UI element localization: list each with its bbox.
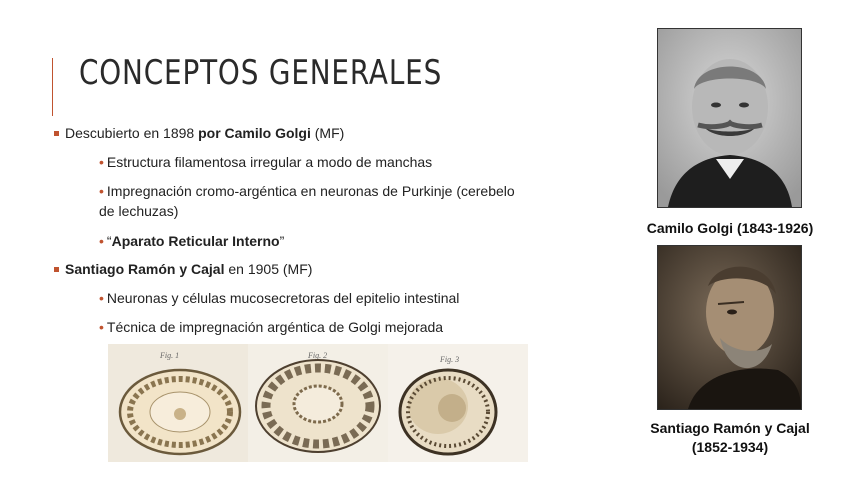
- bullet-neurons: • Neuronas y células mucosecretoras del epitelio intestinal: [99, 290, 460, 306]
- bullet-cajal: Santiago Ramón y Cajal en 1905 (MF): [54, 260, 312, 278]
- cajal-caption-years: (1852-1934): [691, 439, 769, 455]
- golgi-caption: Camilo Golgi (1843-1926): [646, 220, 814, 236]
- cajal-portrait: [657, 245, 802, 410]
- golgi-portrait: [657, 28, 802, 208]
- cell-drawing-1: [120, 370, 240, 454]
- square-bullet-icon: [54, 267, 59, 272]
- dot-bullet-icon: •: [99, 290, 104, 306]
- slide-title: CONCEPTOS GENERALES: [79, 53, 443, 93]
- dot-bullet-icon: •: [99, 233, 104, 249]
- title-accent-bar: [52, 58, 53, 116]
- bullet-technique: • Técnica de impregnación argéntica de Golgi mejorada: [99, 319, 444, 335]
- fig-3-label: Fig. 3: [440, 355, 460, 364]
- bullet-golgi-discovery: Descubierto en 1898 por Camilo Golgi (MF): [54, 124, 344, 142]
- cell-drawing-3: [400, 370, 496, 454]
- cajal-caption-name: Santiago Ramón y Cajal: [650, 420, 810, 436]
- golgi-cell-illustrations: [108, 344, 528, 462]
- bullet-impregnation: • Impregnación cromo-argéntica en neuronas de Purkinje (cerebelo: [99, 183, 515, 199]
- fig-1-label: Fig. 1: [160, 351, 180, 360]
- bullet-reticular: • “Aparato Reticular Interno”: [99, 233, 285, 249]
- cell-drawing-2: [256, 360, 380, 452]
- dot-bullet-icon: •: [99, 319, 104, 335]
- bullet-structure: • Estructura filamentosa irregular a modo de manchas: [99, 154, 433, 170]
- dot-bullet-icon: •: [99, 154, 104, 170]
- fig-2-label: Fig. 2: [308, 351, 328, 360]
- bullet-impregnation-cont: de lechuzas): [99, 203, 179, 219]
- dot-bullet-icon: •: [99, 183, 104, 199]
- square-bullet-icon: [54, 131, 59, 136]
